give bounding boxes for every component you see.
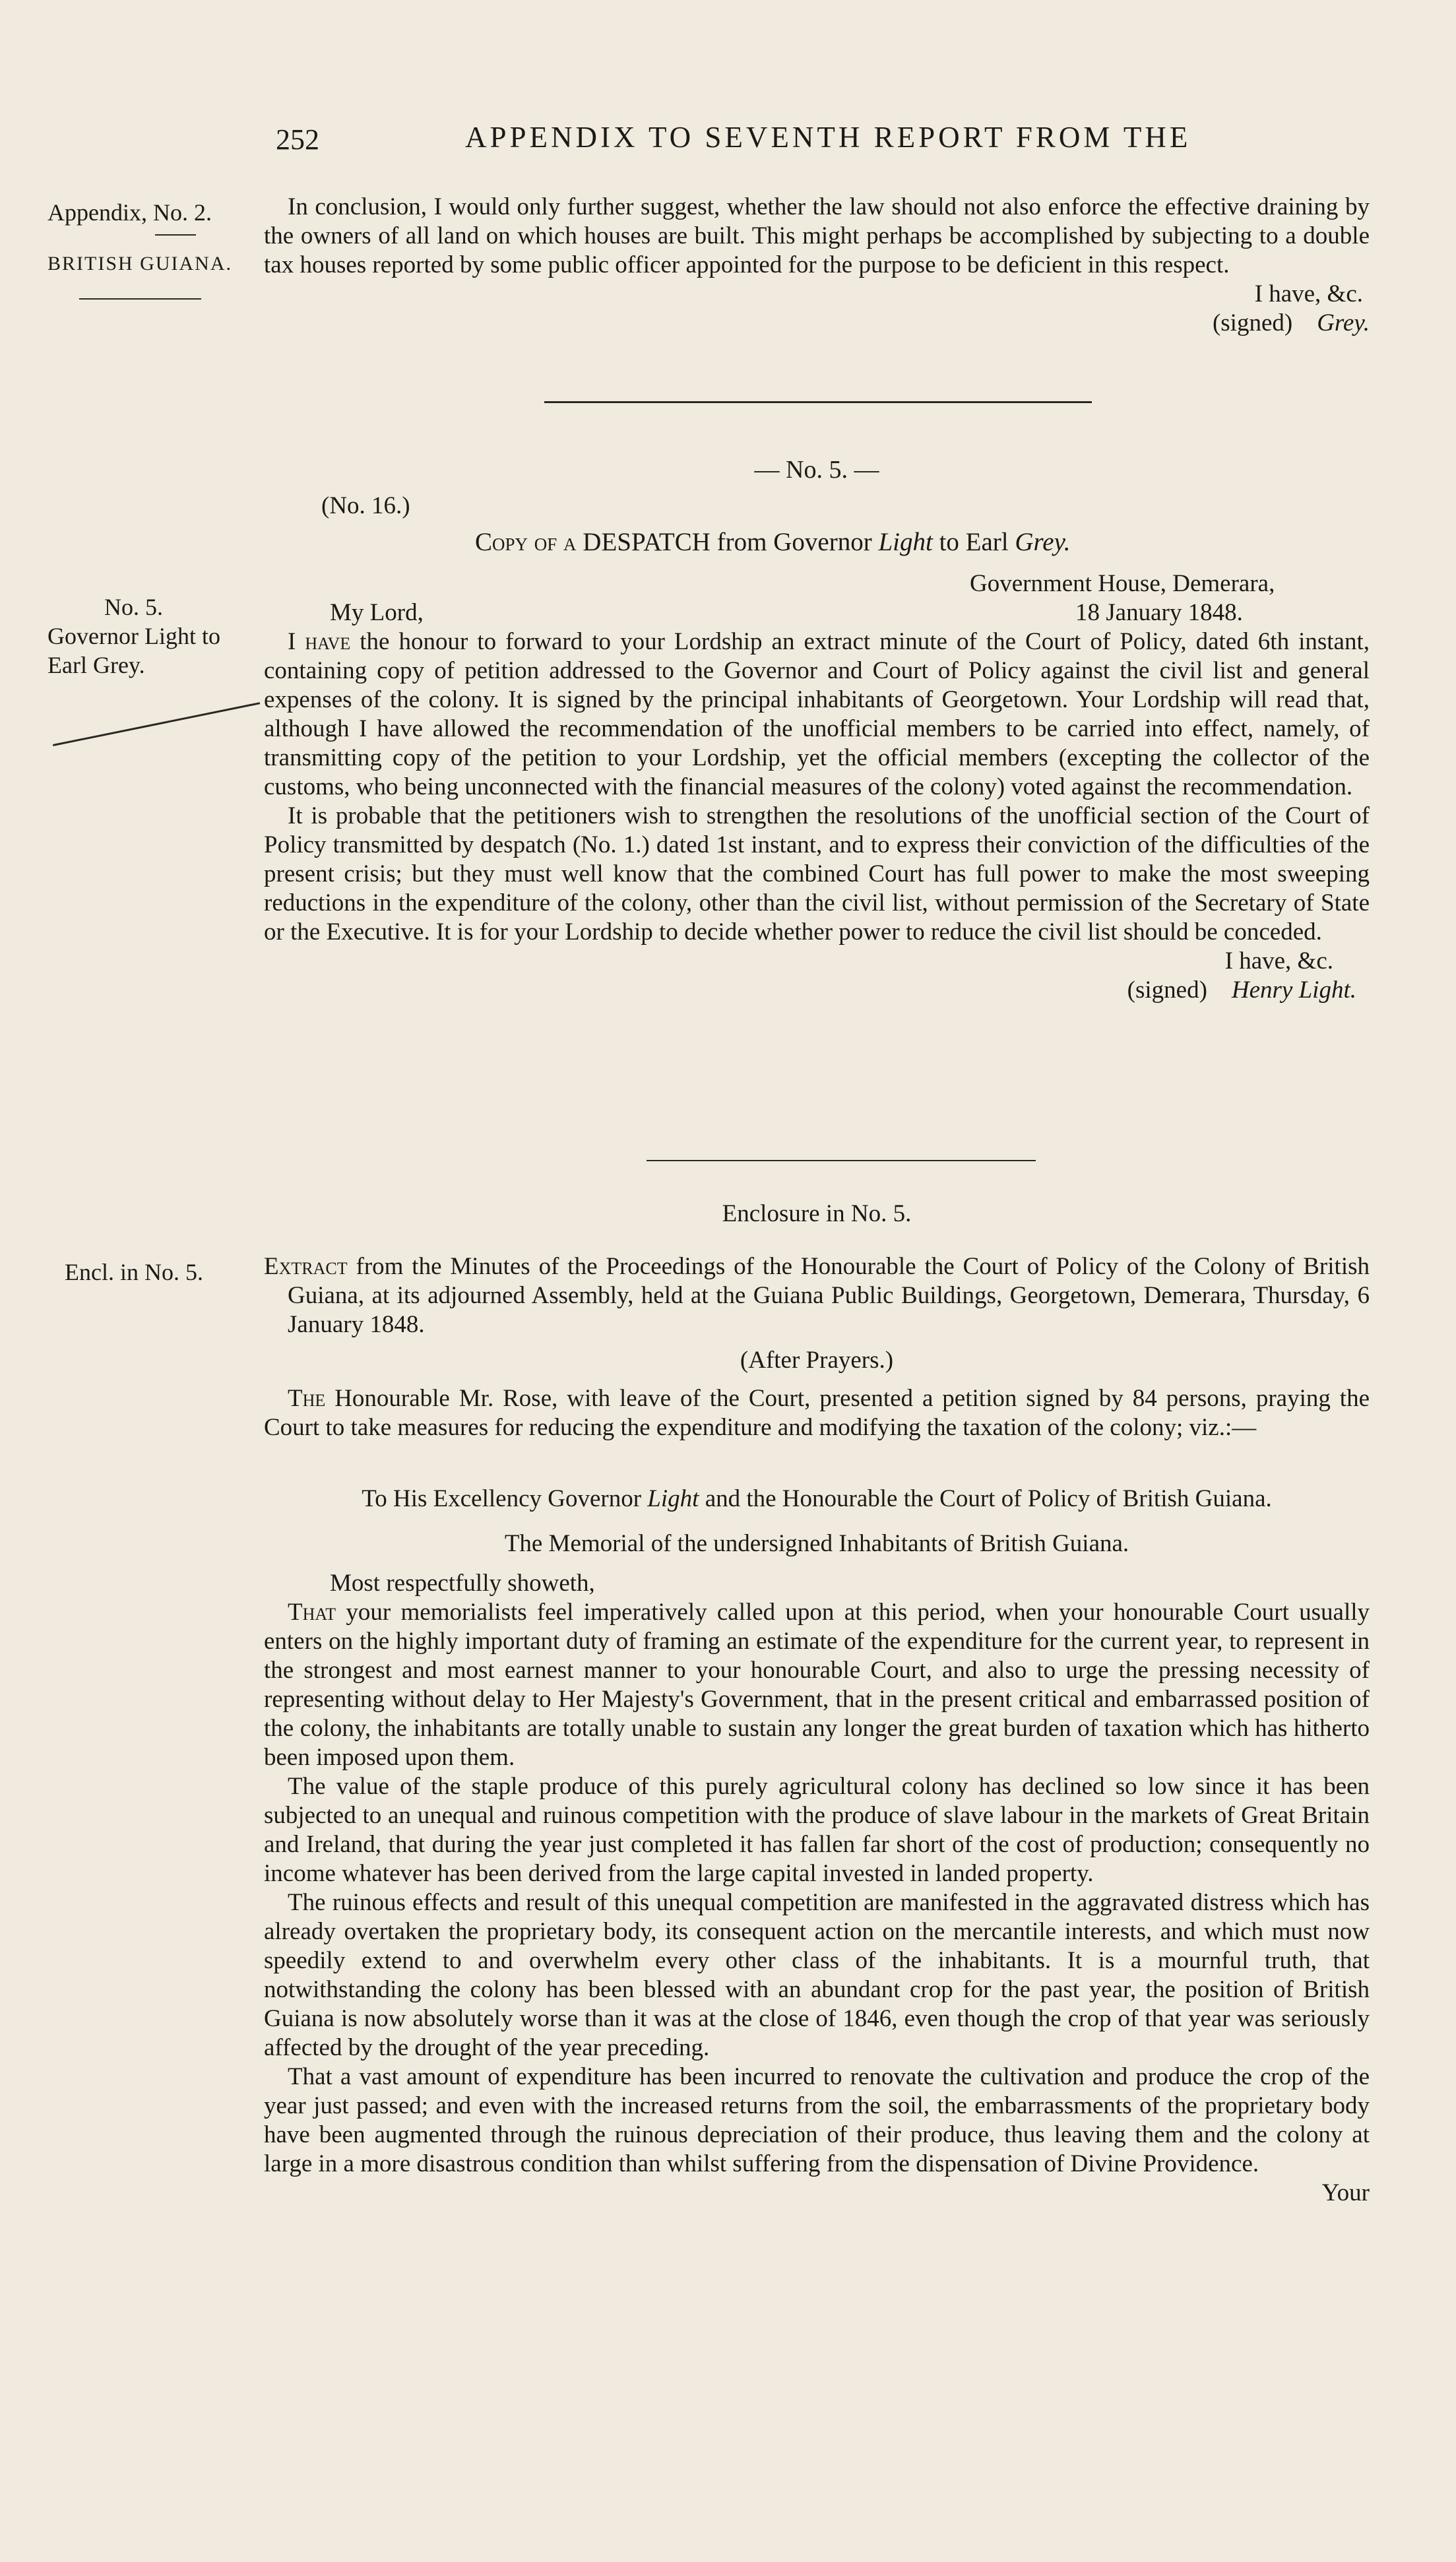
most-respectfully: Most respectfully showeth, (330, 1570, 595, 1597)
despatch-date: 18 January 1848. (1075, 599, 1243, 626)
despatch-p1: the honour to forward to your Lordship an extract minute of the Court of Policy, dated 6th instant, containing copy of petition addressed to the Governor and Court of Policy against the civil list and general expenses of the colony. It is signed by the principal inhabitants of Georgetown. Your Lordship will read that, although I have allowed the recommendation of the unofficial members to be carried into effect, namely, of transmitting copy of the petition to your Lordship, yet the official members (excepting the collector of the customs, who being unconnected with the financial measures of the colony) voted against the recommendation. (264, 628, 1370, 800)
margin-colony-label: BRITISH GUIANA. (47, 253, 232, 274)
margin-short-rule (155, 234, 196, 236)
enclosure-body (264, 1252, 1370, 2208)
running-title: APPENDIX TO SEVENTH REPORT FROM THE (465, 121, 1191, 154)
salutation: My Lord, (330, 599, 424, 626)
running-header (0, 113, 1456, 166)
despatch-p2: It is probable that the petitioners wish to strengthen the resolutions of the unofficial section of the Court of Policy transmitted by despatch (No. 1.) dated 1st instant, and to express their conviction of the difficulties of the present crisis; but they must well know that the combined Court has full power to make the most sweeping reductions in the expenditure of the colony, other than the civil list, without permission of the Secretary of State or the Executive. It is for your Lordship to decide whether power to reduce the civil list should be conceded. (264, 802, 1370, 945)
margin-encl-label: Encl. in No. 5. (65, 1259, 203, 1285)
margin-no5-line2: Governor Light to (47, 623, 220, 649)
section-divider-2 (647, 1160, 1036, 1161)
despatch-signed-label: (signed) (1127, 977, 1207, 1004)
margin-appendix-label: Appendix, No. 2. (47, 199, 212, 226)
closing-line: I have, &c. (1254, 280, 1363, 307)
extract-lead: Extract (264, 1253, 348, 1280)
margin-rule (79, 298, 201, 300)
despatch-signature-line (264, 976, 1370, 1005)
despatch-body (264, 627, 1370, 1005)
extract-text: from the Minutes of the Proceedings of the Honourable the Court of Policy of the Colony of British Guiana, at its adjourned Assembly, held at the Guiana Public Buildings, Georgetown, Demerara, Thursday, 6 January 1848. (288, 1253, 1370, 1338)
rose-lead: The (288, 1385, 326, 1412)
margin-no5-line3: Earl Grey. (47, 652, 145, 678)
title-main: DESPATCH from Governor (583, 528, 872, 556)
memorial-p4: That a vast amount of expenditure has been incurred to renovate the cultivation and produce the crop of the year just passed; and even with the increased returns from the soil, the embarrassments of the proprietary body have been augmented through the ruinous depreciation of their produce, thus leaving them and the colony at large in a more disastrous condition than whilst suffering from the dispensation of Divine Providence. (264, 2063, 1370, 2177)
signed-label: (signed) (1212, 309, 1293, 336)
memorial-p2: The value of the staple produce of this purely agricultural colony has declined so low since it has been subjected to an unequal and ruinous competition with the produce of slave labour in the markets of Great Britain and Ireland, that during the year just completed it has fallen far short of the cost of production; consequently no income whatever has been derived from the large capital invested in landed property. (264, 1773, 1370, 1887)
page-number: 252 (276, 123, 319, 156)
despatch-number: (No. 16.) (321, 492, 410, 519)
section-conclusion (264, 193, 1370, 338)
title-name: Light (878, 528, 933, 556)
margin-no5-label: No. 5. (104, 594, 163, 620)
signature-line (264, 309, 1370, 338)
memorial-p1: your memorialists feel imperatively called upon at this period, when your honourable Court usually enters on the highly important duty of framing an estimate of the expenditure for the current year, to represent in the strongest and most earnest manner to your honourable Court, and also to urge the pressing necessity of representing without delay to Her Majesty's Government, that in the present critical and embarrassed position of the colony, the inhabitants are totally unable to sustain any longer the great burden of taxation which has hitherto been imposed upon them. (264, 1599, 1370, 1771)
title-to: to Earl (939, 528, 1009, 556)
despatch-title (475, 528, 1070, 557)
enclosure-heading: Enclosure in No. 5. (722, 1200, 912, 1227)
signature-henry-light: Henry Light. (1231, 977, 1356, 1004)
despatch-address: Government House, Demerara, (970, 570, 1275, 597)
to-line-b: and the Honourable the Court of Policy of British Guiana. (705, 1485, 1272, 1512)
title-grey: Grey. (1015, 528, 1071, 556)
memorial-title: The Memorial of the undersigned Inhabitants of British Guiana. (504, 1530, 1129, 1557)
signature-grey: Grey. (1317, 309, 1370, 336)
memorial-lead: That (288, 1599, 336, 1626)
after-prayers: (After Prayers.) (740, 1347, 894, 1374)
title-copy: Copy of a (475, 528, 577, 556)
section-divider-1 (544, 401, 1092, 403)
to-line-a: To His Excellency Governor (362, 1485, 642, 1512)
rose-text: Honourable Mr. Rose, with leave of the Court, presented a petition signed by 84 persons, praying the Court to take measures for reducing the expenditure and modifying the taxation of the colony; viz.:— (264, 1385, 1370, 1441)
catchword: Your (1321, 2179, 1370, 2206)
conclusion-paragraph: In conclusion, I would only further suggest, whether the law should not also enforce the effective draining by the owners of all land on which houses are built. This might perhaps be accomplished by subjecting to a double tax houses reported by some public officer appointed for the purpose to be deficient in this respect. (264, 193, 1370, 278)
margin-pointer-line (53, 702, 260, 746)
no5-heading: — No. 5. — (754, 456, 879, 484)
memorial-p3: The ruinous effects and result of this unequal competition are manifested in the aggravated distress which has already overtaken the proprietary body, its consequent action on the mercantile interests, and which must now speedily extend to and overwhelm every other class of the inhabitants. It is a mournful truth, that notwithstanding the colony has been blessed with an abundant crop for the past year, the position of British Guiana is now absolutely worse than it was at the close of 1846, even though the crop of that year was seriously affected by the drought of the year preceding. (264, 1889, 1370, 2061)
despatch-closing: I have, &c. (1224, 947, 1333, 975)
memorial-address (264, 1485, 1370, 1514)
to-line-name: Light (647, 1485, 699, 1512)
despatch-lead: I have (288, 628, 351, 655)
